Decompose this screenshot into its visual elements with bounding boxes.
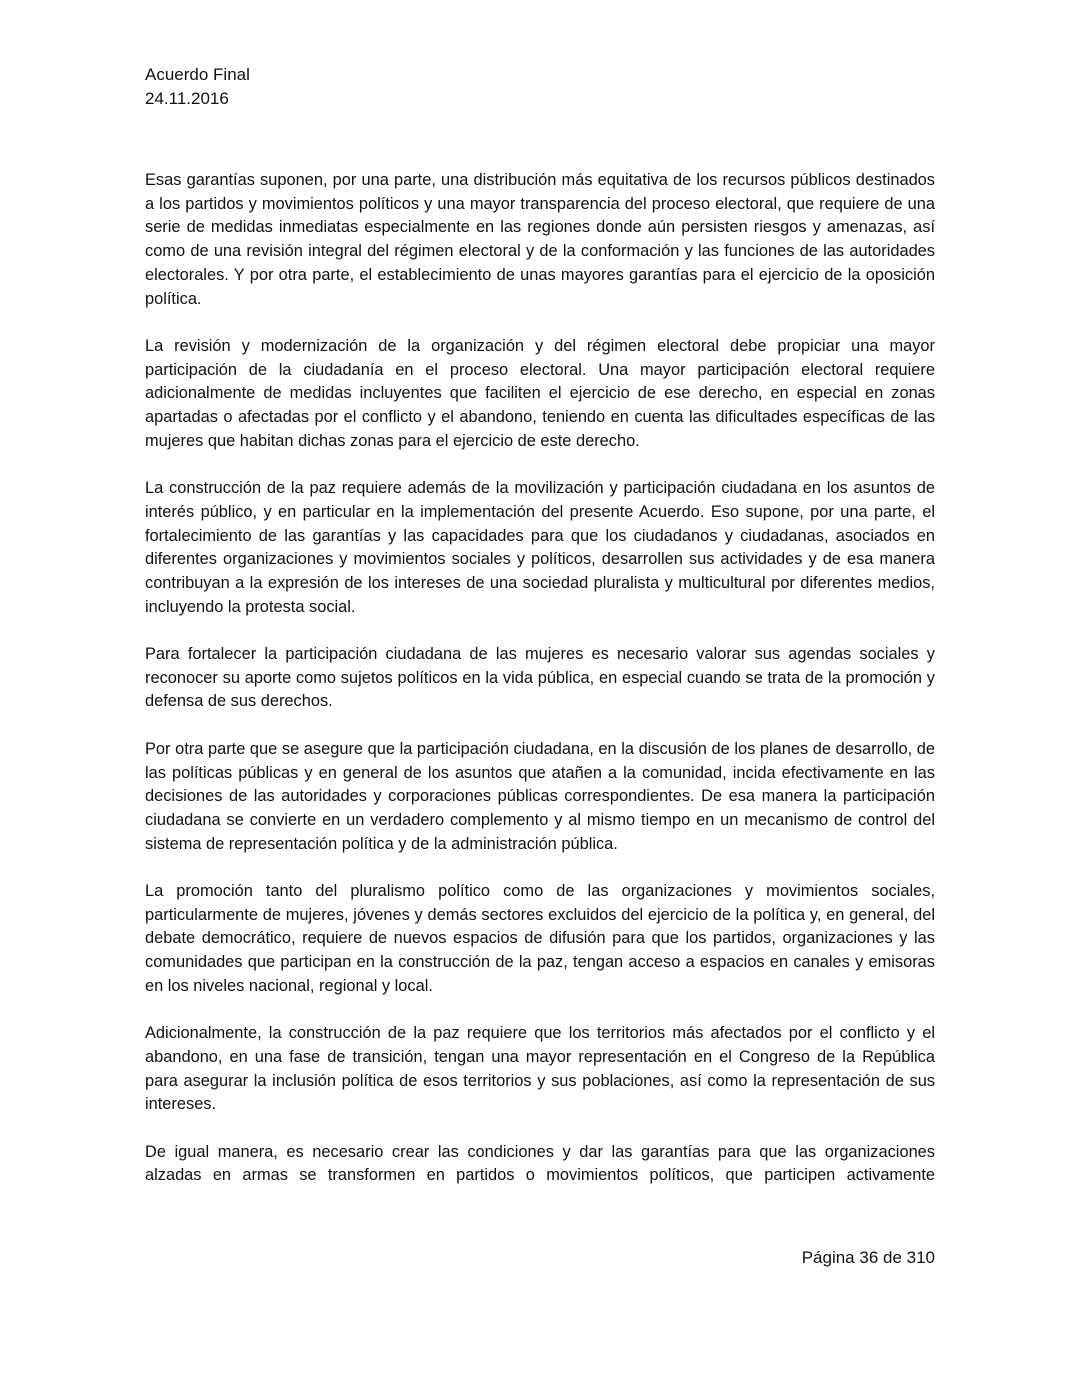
paragraph: La revisión y modernización de la organización y del régimen electoral debe propiciar una mayor participación de la ciudadanía en el proceso electoral. Una mayor participación electoral requiere adicionalmente de medidas incluyentes que faciliten el ejercicio de ese derecho, en especial en zonas apartadas o afectadas por el conflicto y el abandono, teniendo en cuenta las dificultades específicas de las mujeres que habitan dichas zonas para el ejercicio de este derecho. xyxy=(145,336,935,450)
document-date: 24.11.2016 xyxy=(145,89,229,108)
document-title: Acuerdo Final xyxy=(145,65,250,84)
paragraph: La construcción de la paz requiere además de la movilización y participación ciudadana en los asuntos de interés público, y en particular en la implementación del presente Acuerdo. Eso supone, por una parte, el fortalecimiento de las garantías y las capacidades para que los ciudadanos y ciudadanas, asociados en diferentes organizaciones y movimientos sociales y políticos, desarrollen sus actividades y de esa manera contribuyan a la expresión de los intereses de una sociedad pluralista y multicultural por diferentes medios, incluyendo la protesta social. xyxy=(145,479,935,616)
paragraph: Adicionalmente, la construcción de la paz requiere que los territorios más afectados por el conflicto y el abandono, en una fase de transición, tengan una mayor representación en el Congreso de la República para asegurar la inclusión política de esos territorios y sus poblaciones, así como la representación de sus intereses. xyxy=(145,1024,935,1114)
paragraph: Esas garantías suponen, por una parte, una distribución más equitativa de los recursos públicos destinados a los partidos y movimientos políticos y una mayor transparencia del proceso electoral, que requiere de una serie de medidas inmediatas especialmente en las regiones donde aún persisten riesgos y amenazas, así como de una revisión integral del régimen electoral y de la conformación y las funciones de las autoridades electorales. Y por otra parte, el establecimiento de unas mayores garantías para el ejercicio de la oposición política. xyxy=(145,171,935,308)
paragraph: Para fortalecer la participación ciudadana de las mujeres es necesario valorar sus agendas sociales y reconocer su aporte como sujetos políticos en la vida pública, en especial cuando se trata de la promoción y defensa de sus derechos. xyxy=(145,645,935,711)
document-body xyxy=(145,169,935,1212)
page-header xyxy=(145,63,250,111)
paragraph: De igual manera, es necesario crear las condiciones y dar las garantías para que las organizaciones alzadas en armas se transformen en partidos o movimientos políticos, que participen activamente xyxy=(145,1142,935,1185)
paragraph: La promoción tanto del pluralismo político como de las organizaciones y movimientos sociales, particularmente de mujeres, jóvenes y demás sectores excluidos del ejercicio de la política y, en general, del debate democrático, requiere de nuevos espacios de difusión para que los partidos, organizaciones y las comunidades que participan en la construcción de la paz, tengan acceso a espacios en canales y emisoras en los niveles nacional, regional y local. xyxy=(145,882,935,995)
paragraph: Por otra parte que se asegure que la participación ciudadana, en la discusión de los planes de desarrollo, de las políticas públicas y en general de los asuntos que atañen a la comunidad, incida efectivamente en las decisiones de las autoridades y corporaciones públicas correspondientes. De esa manera la participación ciudadana se convierte en un verdadero complemento y al mismo tiempo en un mecanismo de control del sistema de representación política y de la administración pública. xyxy=(145,739,935,853)
page-number: Página 36 de 310 xyxy=(801,1248,935,1267)
